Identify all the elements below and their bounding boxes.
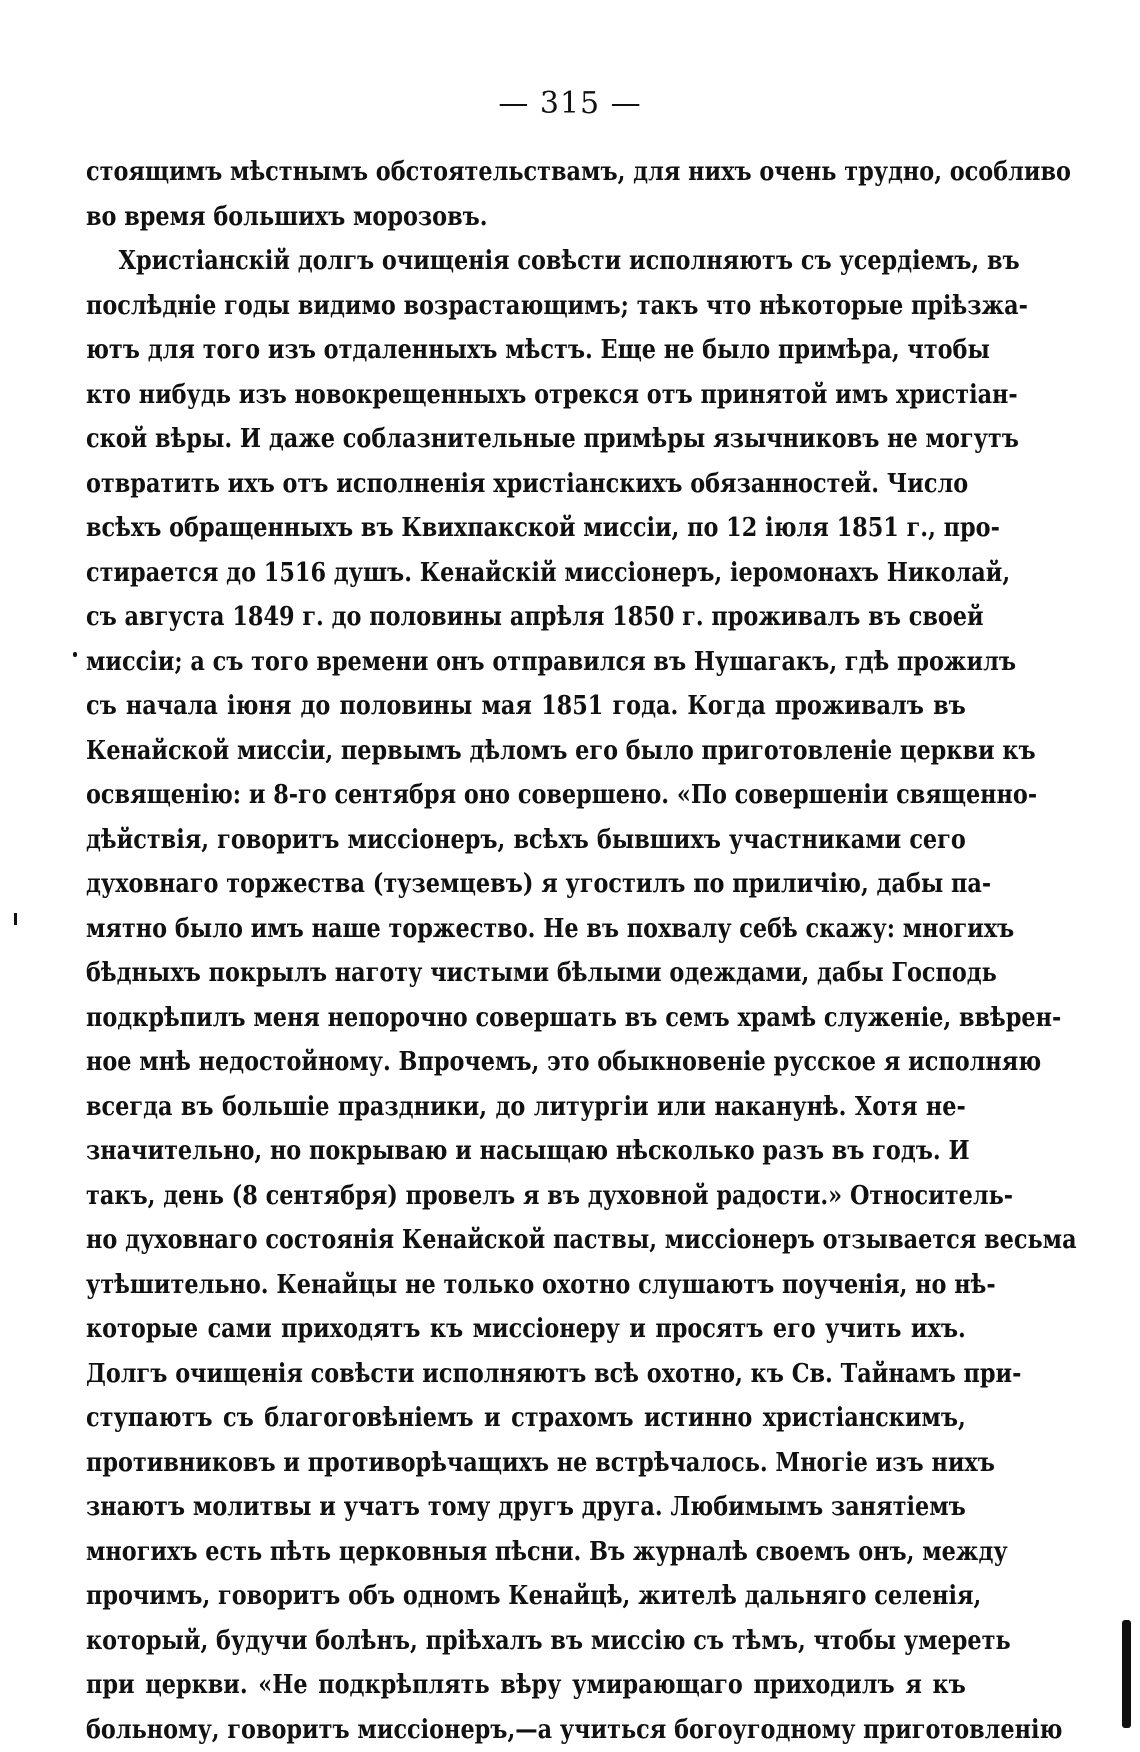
text-line: дѣйствія, говоритъ миссіонеръ, всѣхъ бывшихъ участниками сего: [86, 818, 966, 863]
text-line: всѣхъ обращенныхъ въ Квихпакской миссіи, по 12 іюля 1851 г., про-: [86, 506, 966, 551]
text-line: многихъ есть пѣть церковныя пѣсни. Въ журналѣ своемъ онъ, между: [86, 1530, 966, 1575]
body-text: [86, 150, 966, 1752]
text-line: всегда въ большіе праздники, до литургіи или наканунѣ. Хотя не-: [86, 1085, 966, 1130]
text-line: кто нибудь изъ новокрещенныхъ отрекся отъ принятой имъ христіан-: [86, 373, 966, 418]
text-line: подкрѣпилъ меня непорочно совершать въ семъ храмѣ служеніе, ввѣрен-: [86, 996, 966, 1041]
margin-mark: [14, 913, 17, 925]
text-line: во время большихъ морозовъ.: [86, 195, 966, 240]
text-line: противниковъ и противорѣчащихъ не встрѣчалось. Многіе изъ нихъ: [86, 1441, 966, 1486]
text-line: но духовнаго состоянія Кенайской паствы, миссіонеръ отзывается весьма: [86, 1218, 966, 1263]
text-line: духовнаго торжества (туземцевъ) я угостилъ по приличію, дабы па-: [86, 862, 966, 907]
ink-speck: [73, 652, 77, 657]
text-line: мятно было имъ наше торжество. Не въ похвалу себѣ скажу: многихъ: [86, 907, 966, 952]
page-number: — 315 —: [0, 86, 1140, 121]
text-line: съ августа 1849 г. до половины апрѣля 1850 г. проживалъ въ своей: [86, 595, 966, 640]
text-line: которые сами приходятъ къ миссіонеру и просятъ его учить ихъ.: [86, 1307, 966, 1352]
scan-edge-mark: [1122, 1620, 1131, 1728]
text-line: Долгъ очищенія совѣсти исполняютъ всѣ охотно, къ Св. Тайнамъ при-: [86, 1352, 966, 1397]
text-line: послѣдніе годы видимо возрастающимъ; такъ что нѣкоторые пріѣзжа-: [86, 284, 966, 329]
text-line: ской вѣры. И даже соблазнительные примѣры язычниковъ не могутъ: [86, 417, 966, 462]
text-line: миссіи; а съ того времени онъ отправился въ Нушагакъ, гдѣ прожилъ: [86, 640, 966, 685]
text-line: который, будучи болѣнъ, пріѣхалъ въ миссію съ тѣмъ, чтобы умереть: [86, 1619, 966, 1664]
text-line: стирается до 1516 душъ. Кенайскій миссіонеръ, іеромонахъ Николай,: [86, 551, 966, 596]
text-line: прочимъ, говоритъ объ одномъ Кенайцѣ, жителѣ дальняго селенія,: [86, 1574, 966, 1619]
text-line: ступаютъ съ благоговѣніемъ и страхомъ истинно христіанскимъ,: [86, 1396, 966, 1441]
text-line: Христіанскій долгъ очищенія совѣсти исполняютъ съ усердіемъ, въ: [86, 239, 966, 284]
text-line: такъ, день (8 сентября) провелъ я въ духовной радости.» Относитель-: [86, 1174, 966, 1219]
text-line: освященію: и 8-го сентября оно совершено. «По совершеніи священно-: [86, 773, 966, 818]
text-line: отвратить ихъ отъ исполненія христіанскихъ обязанностей. Число: [86, 462, 966, 507]
text-line: знаютъ молитвы и учатъ тому другъ друга. Любимымъ занятіемъ: [86, 1485, 966, 1530]
text-line: стоящимъ мѣстнымъ обстоятельствамъ, для нихъ очень трудно, особливо: [86, 150, 966, 195]
text-line: Кенайской миссіи, первымъ дѣломъ его было приготовленіе церкви къ: [86, 729, 966, 774]
text-line: съ начала іюня до половины мая 1851 года. Когда проживалъ въ: [86, 684, 966, 729]
text-line: бѣдныхъ покрылъ наготу чистыми бѣлыми одеждами, дабы Господь: [86, 951, 966, 996]
text-line: ное мнѣ недостойному. Впрочемъ, это обыкновеніе русское я исполняю: [86, 1040, 966, 1085]
text-line: при церкви. «Не подкрѣплять вѣру умирающаго приходилъ я къ: [86, 1663, 966, 1708]
text-line: значительно, но покрываю и насыщаю нѣсколько разъ въ годъ. И: [86, 1129, 966, 1174]
text-line: ютъ для того изъ отдаленныхъ мѣстъ. Еще не было примѣра, чтобы: [86, 328, 966, 373]
text-line: утѣшительно. Кенайцы не только охотно слушаютъ поученія, но нѣ-: [86, 1263, 966, 1308]
text-line: больному, говоритъ миссіонеръ,—а учиться богоугодному приготовленію: [86, 1708, 966, 1752]
